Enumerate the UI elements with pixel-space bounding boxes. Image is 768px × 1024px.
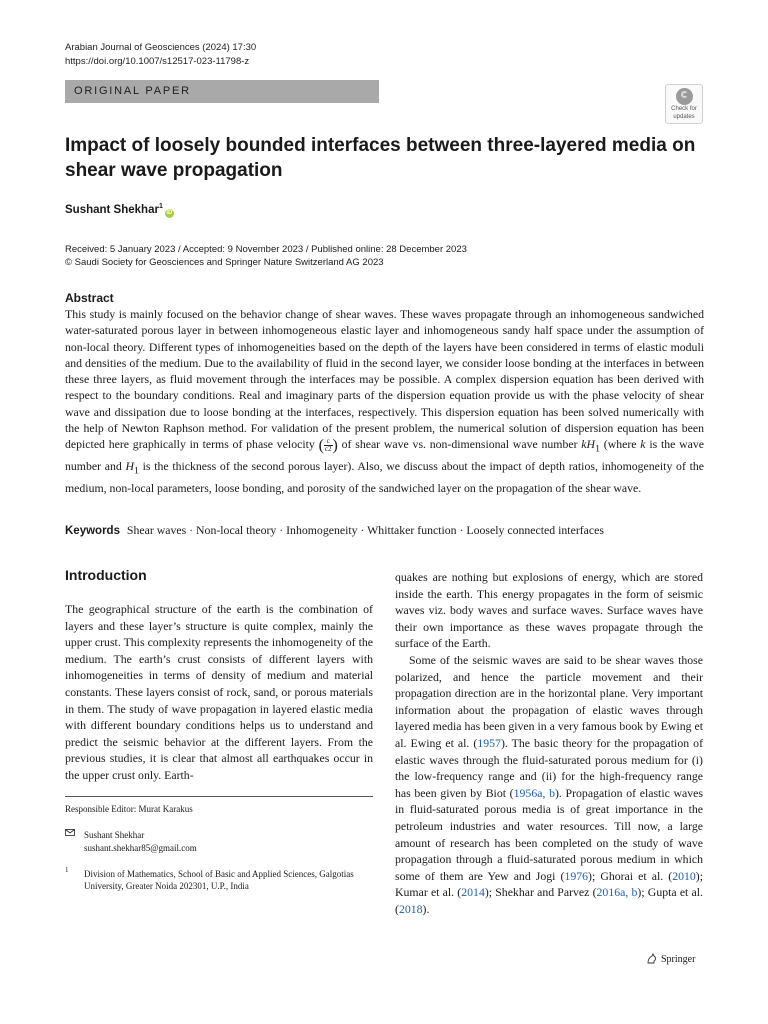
citation-link[interactable]: 2010 bbox=[672, 868, 696, 883]
footnote-divider bbox=[65, 796, 373, 797]
copyright-notice: © Saudi Society for Geosciences and Springer Nature Switzerland AG 2023 bbox=[65, 257, 384, 268]
abstract-part-5: is the thickness of the second porous layer). Also, we discuss about the impact of depth ratios, inhomogeneity of the medium, non-local parameters, loose bonding, and porosity of the sandwiched layer on the propagation of the shear wave. bbox=[65, 459, 704, 495]
fraction-numerator: c bbox=[324, 438, 333, 446]
right-column bbox=[395, 569, 703, 917]
affiliation-number: 1 bbox=[65, 866, 69, 874]
fraction-denominator: c2 bbox=[324, 445, 332, 454]
phase-velocity-fraction bbox=[324, 438, 333, 453]
abstract-heading: Abstract bbox=[65, 291, 114, 305]
h-symbol: H bbox=[125, 459, 135, 474]
badge-label-2: updates bbox=[673, 114, 695, 120]
springer-horse-icon bbox=[646, 953, 658, 965]
citation-link[interactable]: 1976 bbox=[564, 868, 589, 883]
author-line bbox=[65, 203, 174, 218]
left-column bbox=[65, 601, 373, 784]
springer-logo bbox=[646, 953, 695, 965]
keywords-label: Keywords bbox=[65, 525, 120, 537]
badge-label-1: Check for bbox=[671, 106, 697, 112]
article-type-banner: ORIGINAL PAPER bbox=[65, 80, 379, 103]
orcid-icon[interactable]: iD bbox=[166, 209, 173, 216]
para-text-c: ). Propagation of elastic waves in fluid-saturated porous media is of great importance in the petroleum industries and water resources. Till now, a large amount of research has been completed on the study of wave propagation through a fluid-saturated porous medium in which some of them are Yew and Jogi ( bbox=[395, 785, 704, 883]
abstract-part-3: (where bbox=[603, 437, 637, 452]
abstract-text: This study is mainly focused on the behavior change of shear waves. These waves propagate through an inhomogeneous sandwiched water-saturated porous layer in between inhomogeneous elastic layer and inhomogeneous sandy half space under the assumption of non-local theory. Different types of inhomogeneities based on the depth of the layers have been considered in terms of elastic moduli and densities of the medium. Due to the availability of fluid in the second layer, we consider loose bonding at the interfaces in between these three layers, as fluid movement through the interfaces may be possible. A complex dispersion equation has been derived with respect to the boundary conditions. Real and imaginary parts of the dispersion equation provide us with the phase velocity of shear wave and dissipation due to loose bonding at the interfaces, respectively. This dispersion equation has been solved numerically with the help of Newton Raphson method. For validation of the present problem, the numerical solution of dispersion equation has been depicted here graphically in terms of phase velocity ( $\frac{c}{c2}$ ) of shear wave vs. non-dimensional wave number $kH_1$ (where k is the wave number and $H_1$ is the thickness of the second porous layer). Also, we discuss about the impact of depth ratios, inhomogeneity of the medium, non-local parameters, loose bonding, and porosity of the sandwiched layer on the propagation of the shear wave. bbox=[65, 307, 705, 495]
publisher-name: Springer bbox=[661, 953, 696, 965]
para-text-f: ); Shekhar and Parvez ( bbox=[484, 885, 597, 900]
author-name[interactable]: Sushant Shekhar bbox=[65, 203, 159, 216]
citation-link[interactable]: 2014 bbox=[461, 885, 485, 900]
para-text-b: ). The basic theory for the propagation of elastic waves through the fluid-saturated porous medium for (i) the low-frequency range and (ii) for the high-frequency range has been given by Biot ( bbox=[395, 735, 703, 800]
publication-dates: Received: 5 January 2023 / Accepted: 9 November 2023 / Published online: 28 December 2023 bbox=[65, 244, 467, 255]
para-text-e: ); Kumar et al. ( bbox=[395, 868, 703, 900]
k-symbol: k bbox=[640, 437, 646, 452]
keywords-line bbox=[65, 522, 705, 539]
citation-link[interactable]: 2018 bbox=[398, 901, 423, 916]
citation-link[interactable]: 2016a, b bbox=[596, 885, 638, 900]
introduction-heading: Introduction bbox=[65, 567, 147, 583]
responsible-editor: Responsible Editor: Murat Karakus bbox=[65, 804, 193, 814]
para-text-d: ); Ghorai et al. ( bbox=[588, 868, 673, 883]
intro-paragraph-1: The geographical structure of the earth is the combination of layers and these layer’s structure is quite complex, mainly the upper crust. This complexity represents the inhomogeneity of the medium. The earth’s crust consists of different layers with inhomogeneities in terms of density of medium and material constants. These layers consist of rock, sand, or porous materials in them. The study of wave propagation in layered elastic media with different boundary conditions helps us to understand and predict the seismic behavior at the different layers. From the previous studies, it is clear that almost all earthquakes occur in the upper crust only. Earth- bbox=[65, 602, 373, 782]
affiliation-text: Division of Mathematics, School of Basic and Applied Sciences, Galgotias University, Greater Noida 202301, U.P., India bbox=[84, 869, 354, 891]
wave-number-subscript: 1 bbox=[595, 443, 600, 455]
check-for-updates-badge[interactable] bbox=[665, 84, 703, 124]
corresponding-author-email[interactable]: sushant.shekhar85@gmail.com bbox=[84, 843, 197, 853]
para-text-g: ); Gupta et al. ( bbox=[395, 885, 703, 916]
citation-link[interactable]: 1956a, b bbox=[513, 785, 555, 800]
para-text-a: Some of the seismic waves are said to be shear waves those polarized, and hence the particle movement and their propagation direction are in the horizontal plane. Very important information about the propagation of elastic waves through layered media has been given in a very famous book by Ewing et al. Ewing et al. ( bbox=[395, 652, 703, 750]
abstract-part-4: is the wave number and bbox=[65, 437, 705, 474]
citation-link[interactable]: 1957 bbox=[477, 735, 501, 750]
corresponding-author-name: Sushant Shekhar bbox=[84, 830, 145, 840]
h-subscript: 1 bbox=[134, 465, 139, 477]
check-for-updates-icon bbox=[676, 88, 693, 105]
abstract-part-2: of shear wave vs. non-dimensional wave number bbox=[341, 437, 578, 452]
abstract-part-1: This study is mainly focused on the behavior change of shear waves. These waves propagate through an inhomogeneous sandwiched water-saturated porous layer in between inhomogeneous elastic layer and inhomogeneous sandy half space under the assumption of non-local theory. Different types of inhomogeneities based on the depth of the layers have been considered in terms of elastic moduli and densities of the medium. Due to the availability of fluid in the second layer, we consider loose bonding at the interfaces in between these three layers, as fluid movement through the interfaces may be possible. A complex dispersion equation has been derived with respect to the boundary conditions. Real and imaginary parts of the dispersion equation provide us with the phase velocity of shear wave and dissipation due to loose bonding at the interfaces, respectively. This dispersion equation has been solved numerically with the help of Newton Raphson method. For validation of the present problem, the numerical solution of dispersion equation has been depicted here graphically in terms of phase velocity bbox=[65, 307, 704, 452]
journal-citation: Arabian Journal of Geosciences (2024) 17:30 bbox=[65, 42, 257, 53]
keywords-text: Shear waves · Non-local theory · Inhomogeneity · Whittaker function · Loosely connected interfaces bbox=[126, 523, 604, 537]
doi-link[interactable]: https://doi.org/10.1007/s12517-023-11798-z bbox=[65, 56, 250, 67]
author-affiliation-mark: 1 bbox=[158, 203, 163, 210]
para-text-h: ). bbox=[422, 901, 430, 916]
intro-paragraph-2: quakes are nothing but explosions of energy, which are stored inside the earth. This energy propagates in the form of seismic waves viz. body waves and surface waves. Surface waves have their own importance as these waves propagate through the surface of the Earth. bbox=[395, 570, 703, 651]
wave-number-symbol: kH bbox=[581, 437, 596, 452]
paper-title: Impact of loosely bounded interfaces between three-layered media on shear wave propagation bbox=[65, 135, 696, 181]
envelope-icon bbox=[65, 829, 75, 836]
intro-paragraph-3 bbox=[395, 652, 703, 918]
